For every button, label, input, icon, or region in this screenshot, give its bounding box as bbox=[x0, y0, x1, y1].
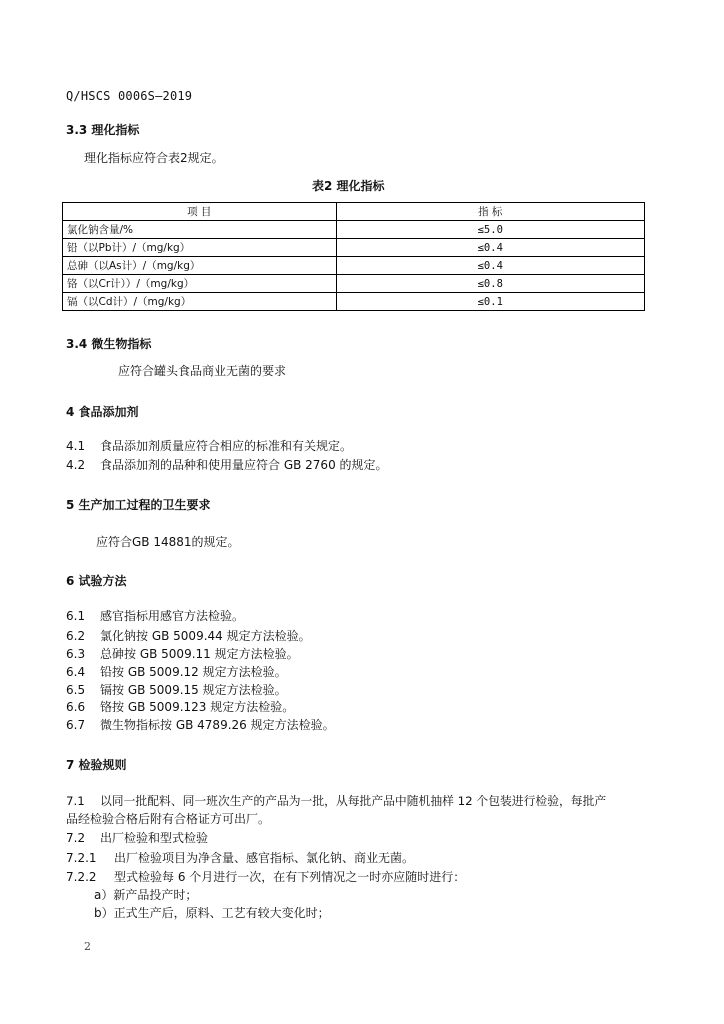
row-item: 铬（以Cr计））/（mg/kg） bbox=[63, 275, 337, 293]
row-value: ≤0.4 bbox=[336, 257, 644, 275]
clause-text: 氯化钠按 GB 5009.44 规定方法检验。 bbox=[100, 629, 311, 643]
section-4-heading: 4 食品添加剂 bbox=[66, 405, 139, 419]
clause-4-2 bbox=[66, 456, 388, 473]
clause-number: 7.2.2 bbox=[66, 870, 97, 884]
header-indicator: 指 标 bbox=[336, 203, 644, 221]
section-7-heading: 7 检验规则 bbox=[66, 758, 127, 772]
row-item: 氯化钠含量/% bbox=[63, 221, 337, 239]
clause-text: 型式检验每 6 个月进行一次，在有下列情况之一时亦应随时进行： bbox=[114, 870, 466, 884]
clause-6-4 bbox=[66, 663, 287, 680]
header-item: 项 目 bbox=[63, 203, 337, 221]
clause-number: 6.4 bbox=[66, 665, 86, 679]
clause-text: 食品添加剂的品种和使用量应符合 GB 2760 的规定。 bbox=[100, 458, 388, 472]
row-item: 总砷（以As计）/（mg/kg） bbox=[63, 257, 337, 275]
section-3-4-text: 应符合罐头食品商业无菌的要求 bbox=[118, 364, 287, 378]
clause-6-3 bbox=[66, 645, 299, 662]
section-3-3-text: 理化指标应符合表2规定。 bbox=[84, 151, 224, 165]
clause-text: 出厂检验和型式检验 bbox=[100, 831, 209, 845]
clause-number: 6.2 bbox=[66, 629, 86, 643]
clause-number: 6.3 bbox=[66, 647, 86, 661]
row-value: ≤0.8 bbox=[336, 275, 644, 293]
clause-number: 6.1 bbox=[66, 609, 86, 623]
page-number: 2 bbox=[84, 940, 91, 953]
table-header-row bbox=[63, 203, 645, 221]
clause-text: 总砷按 GB 5009.11 规定方法检验。 bbox=[100, 647, 299, 661]
clause-number: 6.7 bbox=[66, 718, 86, 732]
table-row bbox=[63, 275, 645, 293]
clause-text: 食品添加剂质量应符合相应的标准和有关规定。 bbox=[100, 439, 353, 453]
clause-number: 6.6 bbox=[66, 700, 86, 714]
clause-4-1 bbox=[66, 437, 352, 454]
clause-number: 6.5 bbox=[66, 683, 86, 697]
list-item-b: b）正式生产后，原料、工艺有较大变化时； bbox=[94, 906, 330, 920]
row-value: ≤0.1 bbox=[336, 293, 644, 311]
table-row bbox=[63, 239, 645, 257]
table-caption: 表2 理化指标 bbox=[312, 179, 385, 193]
clause-text: 铅按 GB 5009.12 规定方法检验。 bbox=[100, 665, 287, 679]
clause-7-2-1 bbox=[66, 849, 414, 866]
clause-text: 以同一批配料、同一班次生产的产品为一批，从每批产品中随机抽样 12 个包装进行检验，每批产 bbox=[100, 794, 607, 808]
clause-7-1 bbox=[66, 792, 606, 809]
clause-number: 4.1 bbox=[66, 439, 86, 453]
clause-text: 铬按 GB 5009.123 规定方法检验。 bbox=[100, 700, 295, 714]
physicochemical-indicators-table bbox=[62, 202, 645, 311]
clause-6-1 bbox=[66, 607, 244, 624]
clause-number: 7.2 bbox=[66, 831, 86, 845]
row-value: ≤0.4 bbox=[336, 239, 644, 257]
section-3-4-heading: 3.4 微生物指标 bbox=[66, 337, 152, 351]
section-5-text: 应符合GB 14881的规定。 bbox=[96, 535, 240, 549]
table-row bbox=[63, 257, 645, 275]
table-row bbox=[63, 293, 645, 311]
clause-text: 感官指标用感官方法检验。 bbox=[100, 609, 245, 623]
document-code-header: Q/HSCS 0006S—2019 bbox=[66, 89, 193, 103]
section-3-3-heading: 3.3 理化指标 bbox=[66, 123, 140, 137]
list-item-a: a）新产品投产时； bbox=[94, 888, 198, 902]
clause-number: 7.1 bbox=[66, 794, 85, 808]
clause-6-6 bbox=[66, 698, 294, 715]
clause-7-1-continued: 品经检验合格后附有合格证方可出厂。 bbox=[66, 812, 271, 826]
clause-7-2 bbox=[66, 829, 208, 846]
clause-text: 出厂检验项目为净含量、感官指标、氯化钠、商业无菌。 bbox=[114, 851, 415, 865]
clause-6-2 bbox=[66, 627, 311, 644]
clause-number: 7.2.1 bbox=[66, 851, 97, 865]
clause-number: 4.2 bbox=[66, 458, 86, 472]
table-row bbox=[63, 221, 645, 239]
section-6-heading: 6 试验方法 bbox=[66, 574, 127, 588]
section-5-heading: 5 生产加工过程的卫生要求 bbox=[66, 498, 211, 512]
row-value: ≤5.0 bbox=[336, 221, 644, 239]
clause-6-5 bbox=[66, 681, 287, 698]
row-item: 铅（以Pb计）/（mg/kg） bbox=[63, 239, 337, 257]
row-item: 镉（以Cd计）/（mg/kg） bbox=[63, 293, 337, 311]
clause-text: 微生物指标按 GB 4789.26 规定方法检验。 bbox=[100, 718, 335, 732]
clause-text: 镉按 GB 5009.15 规定方法检验。 bbox=[100, 683, 287, 697]
clause-7-2-2 bbox=[66, 868, 465, 885]
clause-6-7 bbox=[66, 716, 335, 733]
